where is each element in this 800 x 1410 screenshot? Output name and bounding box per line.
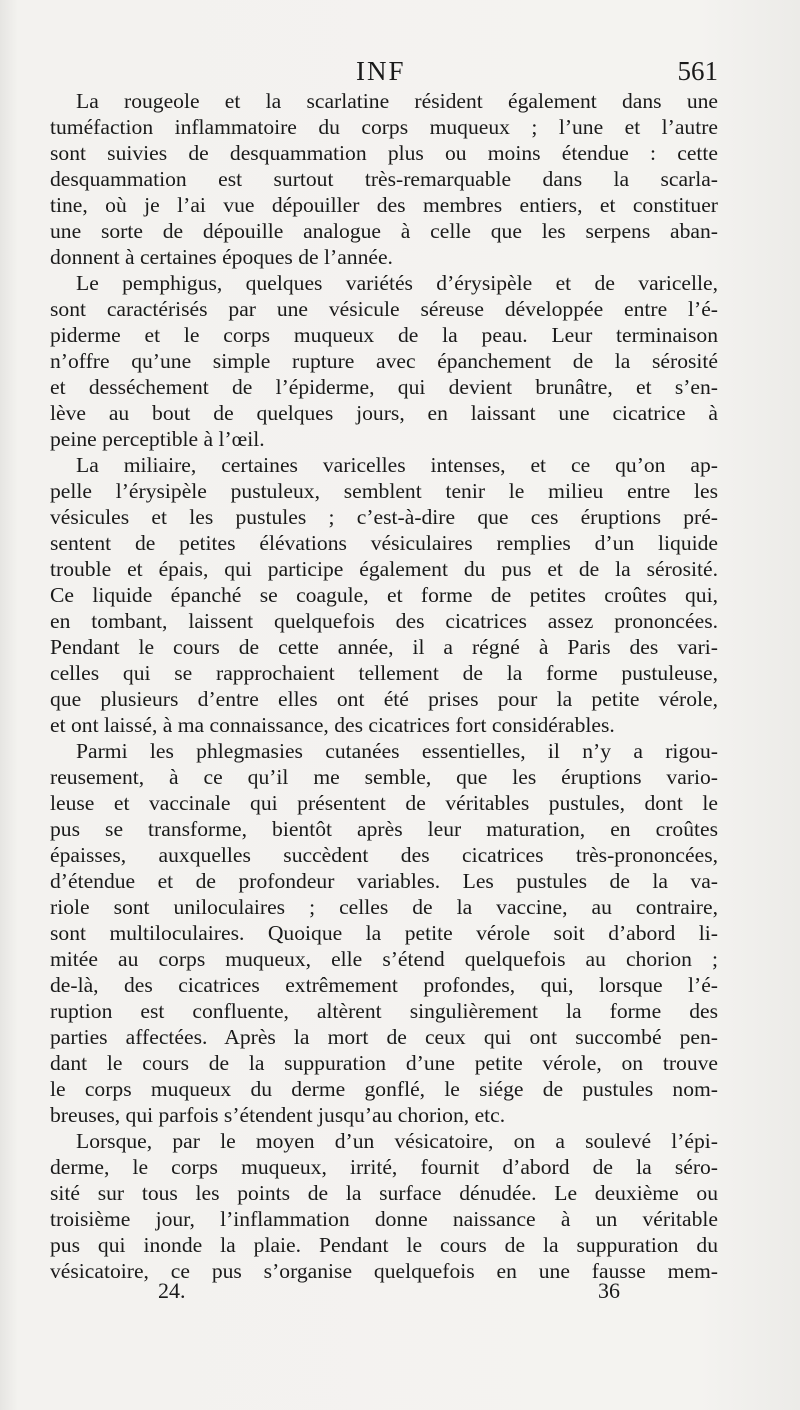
text-line: parties affectées. Après la mort de ceux qui ont succombé pen- (50, 1025, 718, 1049)
text-line: piderme et le corps muqueux de la peau. Leur terminaison (50, 323, 718, 347)
text-line: en tombant, laissent quelquefois des cicatrices assez prononcées. (50, 609, 718, 633)
text-line: reusement, à ce qu’il me semble, que les éruptions vario- (50, 765, 718, 789)
catchword: 36 (598, 1278, 620, 1303)
page-header (50, 56, 718, 88)
text-line: vésicatoire, ce pus s’organise quelquefois en une fausse mem- (50, 1259, 718, 1283)
text-line: riole sont uniloculaires ; celles de la vaccine, au contraire, (50, 895, 718, 919)
text-line: donnent à certaines époques de l’année. (50, 245, 393, 269)
text-line: sont caractérisés par une vésicule séreuse développée entre l’é- (50, 297, 718, 321)
paragraph (50, 270, 718, 452)
text-line: pelle l’érysipèle pustuleux, semblent tenir le milieu entre les (50, 479, 718, 503)
text-line: La rougeole et la scarlatine résident également dans une (76, 89, 718, 113)
page-number: 561 (677, 56, 718, 86)
text-line: trouble et épais, qui participe également du pus et de la sérosité. (50, 557, 718, 581)
text-line: de-là, des cicatrices extrêmement profondes, qui, lorsque l’é- (50, 973, 718, 997)
text-line: celles qui se rapprochaient tellement de la forme pustuleuse, (50, 661, 718, 685)
text-line: tine, où je l’ai vue dépouiller des membres entiers, et constituer (50, 193, 718, 217)
text-line: sont multiloculaires. Quoique la petite vérole soit d’abord li- (50, 921, 718, 945)
text-line: une sorte de dépouille analogue à celle que les serpens aban- (50, 219, 718, 243)
text-line: et desséchement de l’épiderme, qui devient brunâtre, et s’en- (50, 375, 718, 399)
text-line: Parmi les phlegmasies cutanées essentielles, il n’y a rigou- (76, 739, 718, 763)
text-line: que plusieurs d’entre elles ont été prises pour la petite vérole, (50, 687, 718, 711)
text-line: d’étendue et de profondeur variables. Les pustules de la va- (50, 869, 718, 893)
text-line: vésicules et les pustules ; c’est-à-dire que ces éruptions pré- (50, 505, 718, 529)
text-line: troisième jour, l’inflammation donne naissance à un véritable (50, 1207, 718, 1231)
body-text (50, 88, 718, 1284)
text-line: épaisses, auxquelles succèdent des cicatrices très-prononcées, (50, 843, 718, 867)
text-line: breuses, qui parfois s’étendent jusqu’au chorion, etc. (50, 1103, 506, 1127)
page-footer (50, 1278, 718, 1308)
text-line: ruption est confluente, altèrent singulièrement la forme des (50, 999, 718, 1023)
text-line: et ont laissé, à ma connaissance, des cicatrices fort considérables. (50, 713, 615, 737)
text-line: Pendant le cours de cette année, il a régné à Paris des vari- (50, 635, 718, 659)
text-line: La miliaire, certaines varicelles intenses, et ce qu’on ap- (76, 453, 718, 477)
text-line: sont suivies de desquammation plus ou moins étendue : cette (50, 141, 718, 165)
text-line: Le pemphigus, quelques variétés d’érysipèle et de varicelle, (76, 271, 718, 295)
text-line: dant le cours de la suppuration d’une petite vérole, on trouve (50, 1051, 718, 1075)
text-line: sité sur tous les points de la surface dénudée. Le deuxième ou (50, 1181, 718, 1205)
text-line: le corps muqueux du derme gonflé, le siége de pustules nom- (50, 1077, 718, 1101)
text-line: leuse et vaccinale qui présentent de véritables pustules, dont le (50, 791, 718, 815)
text-line: tuméfaction inflammatoire du corps muqueux ; l’une et l’autre (50, 115, 718, 139)
text-line: derme, le corps muqueux, irrité, fournit d’abord de la séro- (50, 1155, 718, 1179)
text-line: mitée au corps muqueux, elle s’étend quelquefois au chorion ; (50, 947, 718, 971)
text-line: n’offre qu’une simple rupture avec épanchement de la sérosité (50, 349, 718, 373)
paragraph (50, 738, 718, 1128)
text-line: pus se transforme, bientôt après leur maturation, en croûtes (50, 817, 718, 841)
text-line: peine perceptible à l’œil. (50, 427, 265, 451)
text-line: lève au bout de quelques jours, en laissant une cicatrice à (50, 401, 718, 425)
text-line: Ce liquide épanché se coagule, et forme de petites croûtes qui, (50, 583, 718, 607)
paragraph (50, 452, 718, 738)
text-line: sentent de petites élévations vésiculaires remplies d’un liquide (50, 531, 718, 555)
running-head: INF (356, 56, 406, 86)
text-line: Lorsque, par le moyen d’un vésicatoire, on a soulevé l’épi- (76, 1129, 718, 1153)
text-line: pus qui inonde la plaie. Pendant le cours de la suppuration du (50, 1233, 718, 1257)
paragraph (50, 88, 718, 270)
paragraph (50, 1128, 718, 1284)
signature-mark: 24. (158, 1278, 186, 1303)
text-line: desquammation est surtout très-remarquable dans la scarla- (50, 167, 718, 191)
